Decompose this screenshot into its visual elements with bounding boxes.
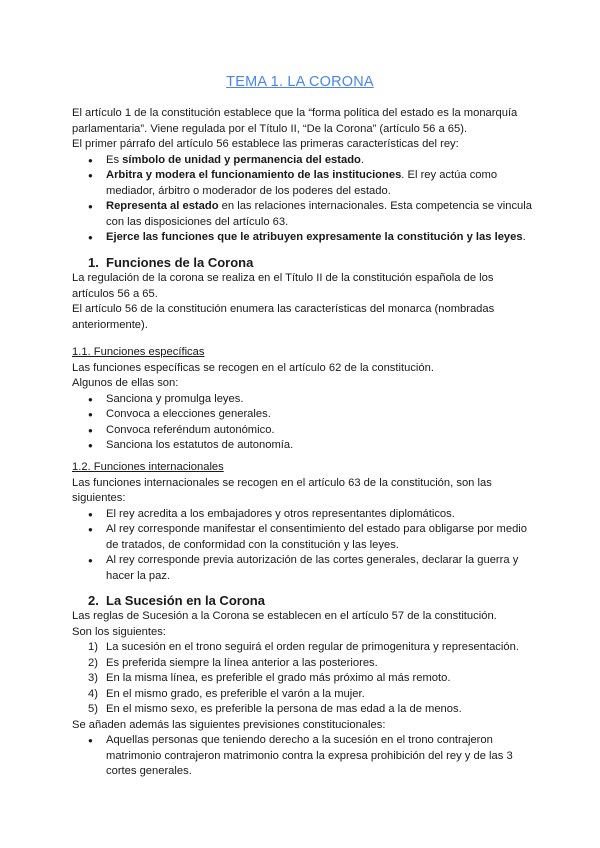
list-item: ● Es símbolo de unidad y permanencia del estado. xyxy=(72,153,532,169)
list-item: ● Arbitra y modera el funcionamiento de las instituciones. El rey actúa como mediador, árbitro o moderador de los poderes del estado. xyxy=(72,168,532,199)
section-1-paragraph-2: El artículo 56 de la constitución enumera las características del monarca (nombradas anteriormente). xyxy=(72,303,495,331)
intro-bullet-list xyxy=(72,153,532,246)
subsection-1-1-paragraph-2: Algunos de ellas son: xyxy=(72,377,179,389)
subsection-1-2-heading: 1.2. Funciones internacionales xyxy=(72,461,224,473)
list-item: ● Ejerce las funciones que le atribuyen expresamente la constitución y las leyes. xyxy=(72,230,532,246)
list-item: 1) La sucesión en el trono seguirá el orden regular de primogenitura y representación. xyxy=(88,641,519,653)
subsection-1-1-paragraph-1: Las funciones específicas se recogen en el artículo 62 de la constitución. xyxy=(72,361,434,374)
section-2-paragraph-3: Se añaden además las siguientes previsiones constitucionales: xyxy=(72,718,386,731)
list-item: ● Sanciona y promulga leyes. xyxy=(72,392,532,408)
list-item: 5) En el mismo sexo, es preferible la persona de mas edad a la de menos. xyxy=(88,703,462,715)
succession-rules-list xyxy=(72,640,532,718)
section-2-heading: 2. La Sucesión en la Corona xyxy=(88,593,265,608)
list-item: ● Al rey corresponde manifestar el consentimiento del estado para obligarse por medio de tratados, de conformidad con la constitución y las leyes. xyxy=(72,522,532,553)
section-2 xyxy=(72,592,532,780)
section-2-paragraph-1: Las reglas de Sucesión a la Corona se establecen en el artículo 57 de la constitución. xyxy=(72,610,497,622)
list-item: 3) En la misma línea, es preferible el grado más próximo al más remoto. xyxy=(88,672,451,684)
subsection-1-2-paragraph-1: Las funciones internacionales se recogen en el artículo 63 de la constitución, son las siguientes: xyxy=(72,476,492,504)
list-item: ● Sanciona los estatutos de autonomía. xyxy=(72,438,532,454)
section-2-paragraph-2: Son los siguientes: xyxy=(72,625,166,638)
subsection-1-2 xyxy=(72,460,532,584)
intro-section xyxy=(72,106,532,246)
list-item: ● Convoca referéndum autonómico. xyxy=(72,423,532,439)
list-item: ● Convoca a elecciones generales. xyxy=(72,407,532,423)
provisions-list xyxy=(72,733,532,780)
international-functions-list xyxy=(72,507,532,585)
section-1 xyxy=(72,254,532,333)
section-1-heading: 1. Funciones de la Corona xyxy=(88,255,254,270)
list-item: 2) Es preferida siempre la línea anterior a las posteriores. xyxy=(88,656,378,669)
subsection-1-1-heading: 1.1. Funciones específicas xyxy=(72,346,205,358)
section-1-paragraph-1: La regulación de la corona se realiza en el Título II de la constitución española de los artículos 56 a 65. xyxy=(72,272,494,300)
list-item: ● Aquellas personas que teniendo derecho a la sucesión en el trono contrajeron matrimonio contrajeron matrimonio contra la expresa prohibición del rey y de las 3 cortes generales. xyxy=(72,733,532,780)
subsection-1-1 xyxy=(72,345,532,454)
list-item: ● Al rey corresponde previa autorización de las cortes generales, declarar la guerra y hacer la paz. xyxy=(72,553,532,584)
intro-paragraph-1: El artículo 1 de la constitución establece que la “forma política del estado es la monarquía parlamentaria”. Viene regulada por el Título II, “De la Corona” (artículo 56 a 65). xyxy=(72,107,518,135)
list-item: ● Representa al estado en las relaciones internacionales. Esta competencia se vincula con las disposiciones del artículo 63. xyxy=(72,199,532,230)
page-title: TEMA 1. LA CORONA xyxy=(226,74,374,90)
intro-paragraph-2: El primer párrafo del artículo 56 establece las primeras características del rey: xyxy=(72,138,459,150)
list-item: ● El rey acredita a los embajadores y otros representantes diplomáticos. xyxy=(72,507,532,523)
functions-list xyxy=(72,392,532,454)
list-item: 4) En el mismo grado, es preferible el varón a la mujer. xyxy=(88,687,365,700)
